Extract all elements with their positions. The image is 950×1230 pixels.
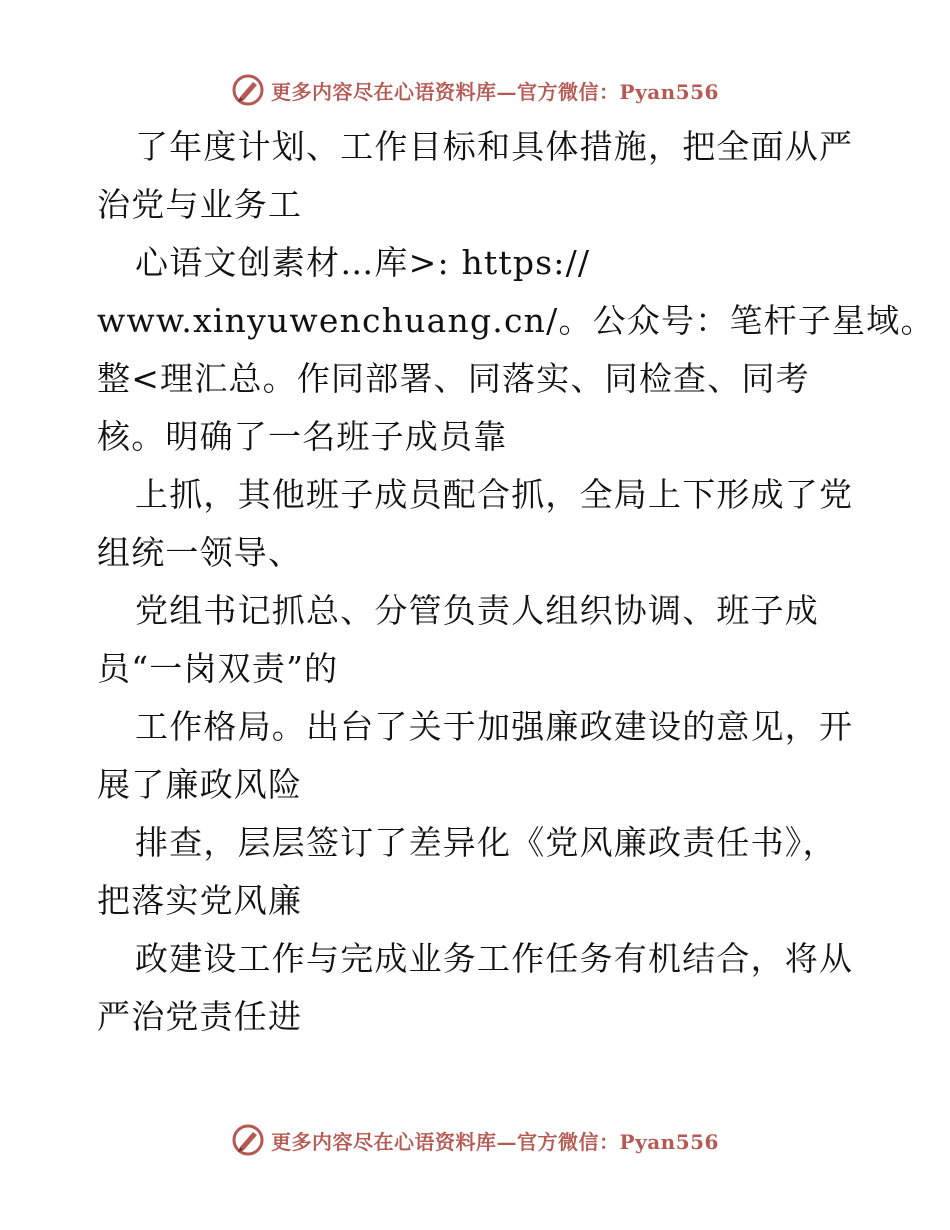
text-line: 整<理汇总。作同部署、同落实、同检查、同考	[97, 359, 810, 398]
text-line: 治党与业务工	[97, 185, 303, 224]
text-line: 核。明确了一名班子成员靠	[97, 417, 508, 456]
text-line: 把落实党风廉	[97, 881, 303, 920]
text-line: 党组书记抓总、分管负责人组织协调、班子成	[135, 591, 819, 630]
text-line: www.xinyuwenchuang.cn/。公众号：笔杆子星域。	[97, 301, 935, 340]
text-line: 了年度计划、工作目标和具体措施，把全面从严	[135, 127, 854, 166]
text-line: 心语文创素材…库>: https://	[135, 243, 591, 282]
brand-logo-icon	[231, 73, 265, 107]
brand-logo-icon	[231, 1123, 265, 1157]
document-body	[97, 118, 935, 1046]
text-line: 排查，层层签订了差异化《党风廉政责任书》，	[135, 823, 837, 862]
text-line: 员“一岗双责”的	[97, 649, 339, 688]
footer-watermark	[0, 1120, 950, 1160]
footer-watermark-text: 更多内容尽在心语资料库—官方微信：Pyan556	[271, 1129, 719, 1154]
text-line: 工作格局。出台了关于加强廉政建设的意见，开	[135, 707, 854, 746]
text-line: 组统一领导、	[97, 533, 303, 572]
text-line: 严治党责任进	[97, 997, 303, 1036]
header-watermark-text: 更多内容尽在心语资料库—官方微信：Pyan556	[271, 79, 719, 104]
header-watermark	[0, 70, 950, 110]
text-line: 政建设工作与完成业务工作任务有机结合，将从	[135, 939, 854, 978]
text-line: 展了廉政风险	[97, 765, 303, 804]
text-line: 上抓，其他班子成员配合抓，全局上下形成了党	[135, 475, 854, 514]
